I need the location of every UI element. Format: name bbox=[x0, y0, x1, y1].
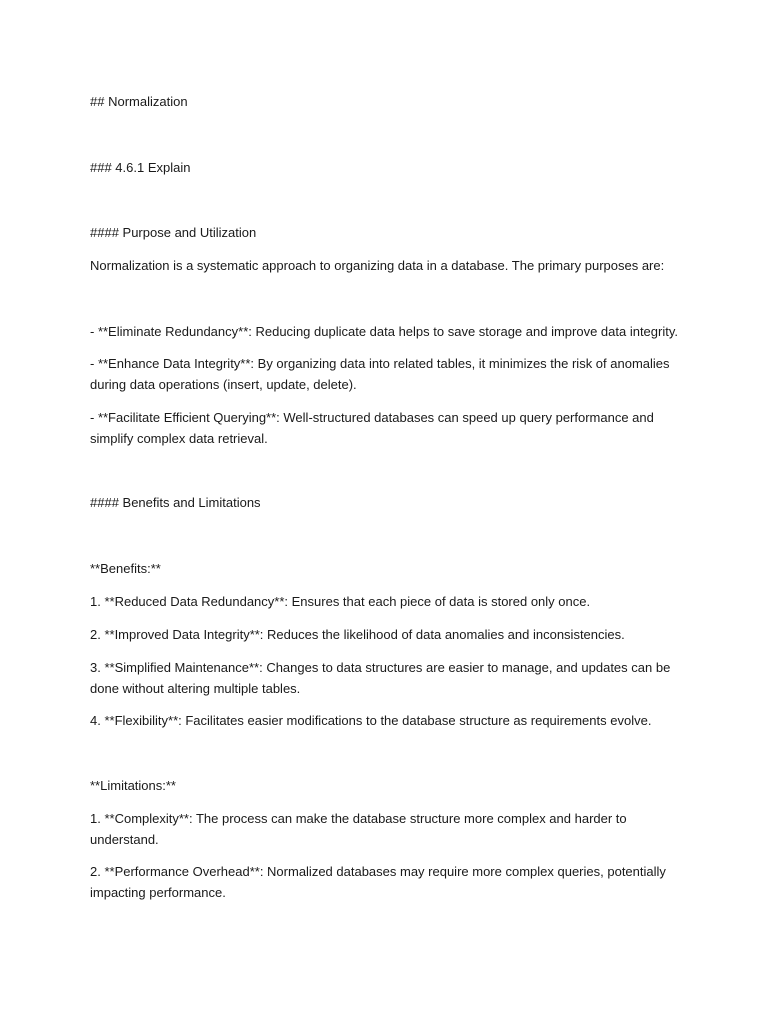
benefit-item-4: 4. **Flexibility**: Facilitates easier modifications to the database structure as requirements evolve. bbox=[90, 713, 652, 728]
benefit-item-2: 2. **Improved Data Integrity**: Reduces the likelihood of data anomalies and inconsistencies. bbox=[90, 627, 625, 642]
heading-normalization: ## Normalization bbox=[90, 94, 188, 109]
limitations-label: **Limitations:** bbox=[90, 778, 176, 793]
bullet-eliminate-redundancy: - **Eliminate Redundancy**: Reducing duplicate data helps to save storage and improve data integrity. bbox=[90, 324, 678, 339]
bullet-efficient-querying: - **Facilitate Efficient Querying**: Well-structured databases can speed up query performance and simplify complex data retrieval. bbox=[90, 410, 654, 446]
heading-purpose-utilization: #### Purpose and Utilization bbox=[90, 225, 257, 240]
benefit-item-3: 3. **Simplified Maintenance**: Changes to data structures are easier to manage, and updates can be done without altering multiple tables. bbox=[90, 660, 671, 696]
limitation-item-1: 1. **Complexity**: The process can make the database structure more complex and harder to understand. bbox=[90, 811, 627, 847]
benefit-item-1: 1. **Reduced Data Redundancy**: Ensures that each piece of data is stored only once. bbox=[90, 594, 591, 609]
limitation-item-2: 2. **Performance Overhead**: Normalized databases may require more complex queries, potentially impacting performance. bbox=[90, 864, 666, 900]
heading-benefits-limitations: #### Benefits and Limitations bbox=[90, 495, 261, 510]
heading-explain: ### 4.6.1 Explain bbox=[90, 160, 191, 175]
benefits-label: **Benefits:** bbox=[90, 561, 161, 576]
intro-paragraph: Normalization is a systematic approach to organizing data in a database. The primary purposes are: bbox=[90, 258, 665, 273]
bullet-enhance-integrity: - **Enhance Data Integrity**: By organizing data into related tables, it minimizes the risk of anomalies during data operations (insert, update, delete). bbox=[90, 356, 670, 392]
